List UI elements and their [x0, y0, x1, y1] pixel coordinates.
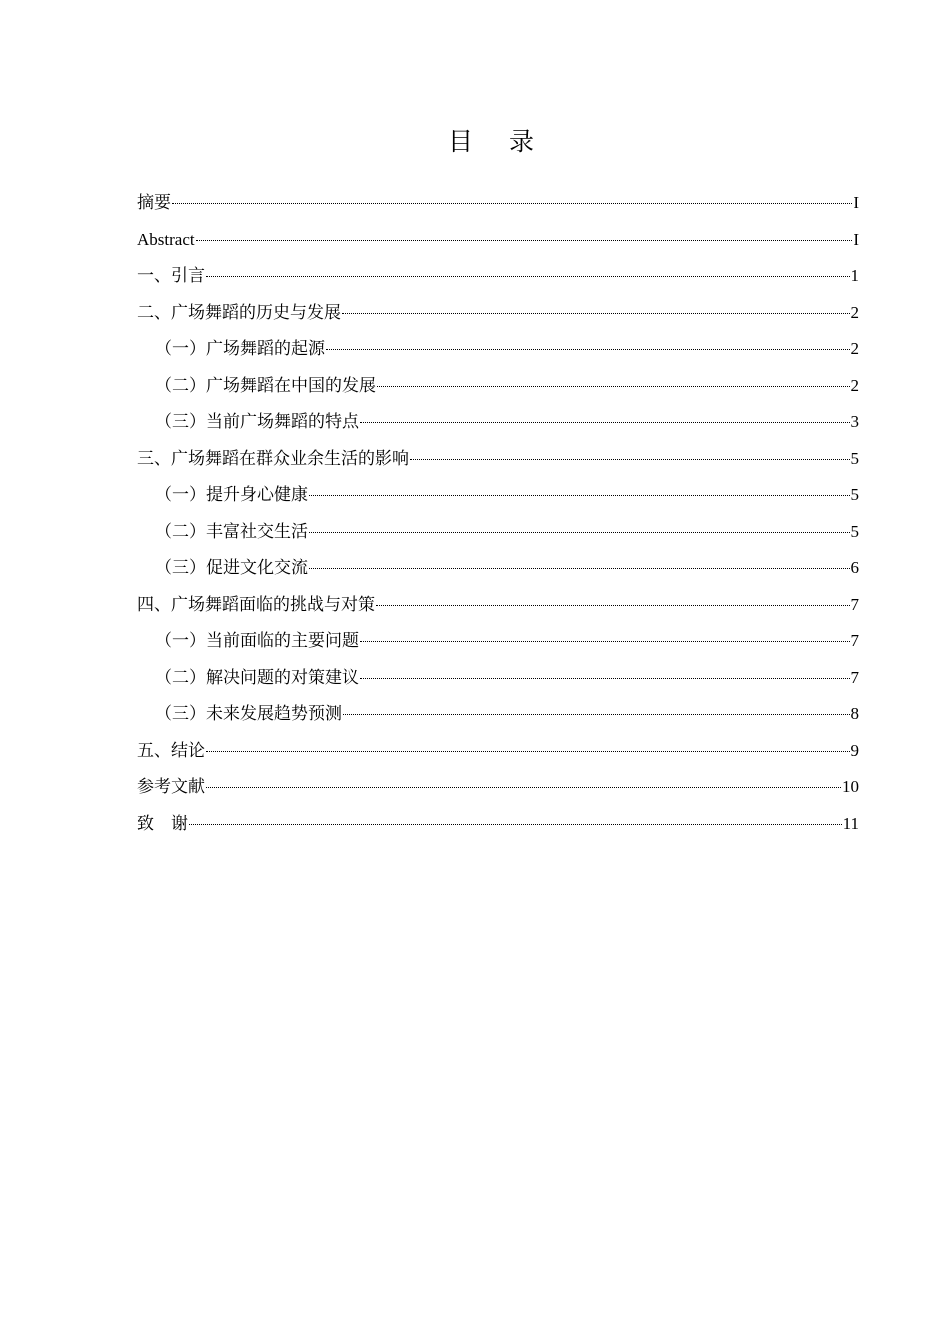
- toc-leader-dots: [377, 371, 850, 391]
- toc-entry-page: 7: [850, 594, 859, 614]
- toc-entry-page: 3: [850, 412, 859, 431]
- toc-subentry[interactable]: [137, 477, 859, 514]
- toc-leader-dots: [189, 809, 842, 829]
- toc-entry-label: （二）广场舞蹈在中国的发展: [155, 375, 376, 395]
- toc-entry-label: 二、广场舞蹈的历史与发展: [137, 302, 341, 322]
- toc-list: [137, 185, 859, 842]
- toc-leader-dots: [206, 736, 850, 756]
- toc-entry[interactable]: [137, 587, 859, 624]
- toc-subentry[interactable]: [137, 368, 859, 405]
- toc-entry-page: 1: [850, 266, 859, 285]
- toc-subentry[interactable]: [137, 550, 859, 587]
- toc-entry-page: 5: [850, 448, 859, 468]
- toc-leader-dots: [309, 553, 850, 573]
- toc-entry[interactable]: [137, 806, 859, 843]
- toc-leader-dots: [326, 334, 850, 354]
- toc-entry[interactable]: [137, 441, 859, 478]
- toc-entry-label: （三）当前广场舞蹈的特点: [155, 412, 359, 431]
- toc-entry[interactable]: [137, 258, 859, 295]
- toc-title: 目 录: [448, 127, 548, 156]
- toc-leader-dots: [206, 261, 850, 281]
- toc-leader-dots: [206, 772, 841, 792]
- toc-entry-label: （一）提升身心健康: [155, 485, 308, 504]
- toc-entry-page: 2: [850, 339, 859, 358]
- toc-entry-page: I: [853, 193, 859, 212]
- toc-entry-page: 6: [850, 558, 859, 577]
- toc-entry-page: 2: [850, 375, 859, 395]
- toc-entry[interactable]: [137, 769, 859, 806]
- toc-entry-page: 11: [842, 813, 859, 833]
- toc-entry-label: 参考文献: [137, 777, 205, 796]
- toc-leader-dots: [376, 590, 850, 610]
- toc-entry-page: I: [853, 229, 859, 249]
- toc-entry[interactable]: [137, 222, 859, 259]
- toc-entry-label: （一）当前面临的主要问题: [155, 631, 359, 650]
- toc-entry-label: 三、广场舞蹈在群众业余生活的影响: [137, 448, 409, 468]
- toc-subentry[interactable]: [137, 623, 859, 660]
- toc-leader-dots: [309, 517, 850, 537]
- toc-entry-page: 9: [850, 740, 859, 760]
- toc-entry-label: 摘要: [137, 193, 171, 212]
- toc-leader-dots: [309, 480, 850, 500]
- toc-entry-label: Abstract: [137, 229, 195, 249]
- toc-leader-dots: [343, 699, 850, 719]
- toc-entry-label: （二）丰富社交生活: [155, 521, 308, 541]
- toc-entry-page: 2: [850, 302, 859, 322]
- toc-subentry[interactable]: [137, 696, 859, 733]
- toc-leader-dots: [196, 225, 853, 245]
- toc-entry-page: 8: [850, 704, 859, 723]
- toc-entry-label: （一）广场舞蹈的起源: [155, 339, 325, 358]
- toc-entry-label: 一、引言: [137, 266, 205, 285]
- toc-entry-page: 5: [850, 521, 859, 541]
- toc-entry-label: 致 谢: [137, 813, 188, 833]
- toc-leader-dots: [342, 298, 850, 318]
- toc-entry-label: （三）促进文化交流: [155, 558, 308, 577]
- toc-entry-label: 五、结论: [137, 740, 205, 760]
- toc-entry-label: （三）未来发展趋势预测: [155, 704, 342, 723]
- toc-entry-label: （二）解决问题的对策建议: [155, 667, 359, 687]
- toc-entry-page: 5: [850, 485, 859, 504]
- toc-entry[interactable]: [137, 733, 859, 770]
- toc-subentry[interactable]: [137, 660, 859, 697]
- toc-entry-page: 7: [850, 631, 859, 650]
- toc-leader-dots: [172, 188, 852, 208]
- toc-leader-dots: [360, 407, 850, 427]
- toc-entry-label: 四、广场舞蹈面临的挑战与对策: [137, 594, 375, 614]
- toc-leader-dots: [360, 626, 850, 646]
- toc-entry[interactable]: [137, 295, 859, 332]
- toc-entry-page: 7: [850, 667, 859, 687]
- toc-entry[interactable]: [137, 185, 859, 222]
- toc-subentry[interactable]: [137, 514, 859, 551]
- toc-subentry[interactable]: [137, 331, 859, 368]
- toc-subentry[interactable]: [137, 404, 859, 441]
- toc-leader-dots: [360, 663, 850, 683]
- toc-entry-page: 10: [842, 777, 859, 796]
- toc-leader-dots: [410, 444, 850, 464]
